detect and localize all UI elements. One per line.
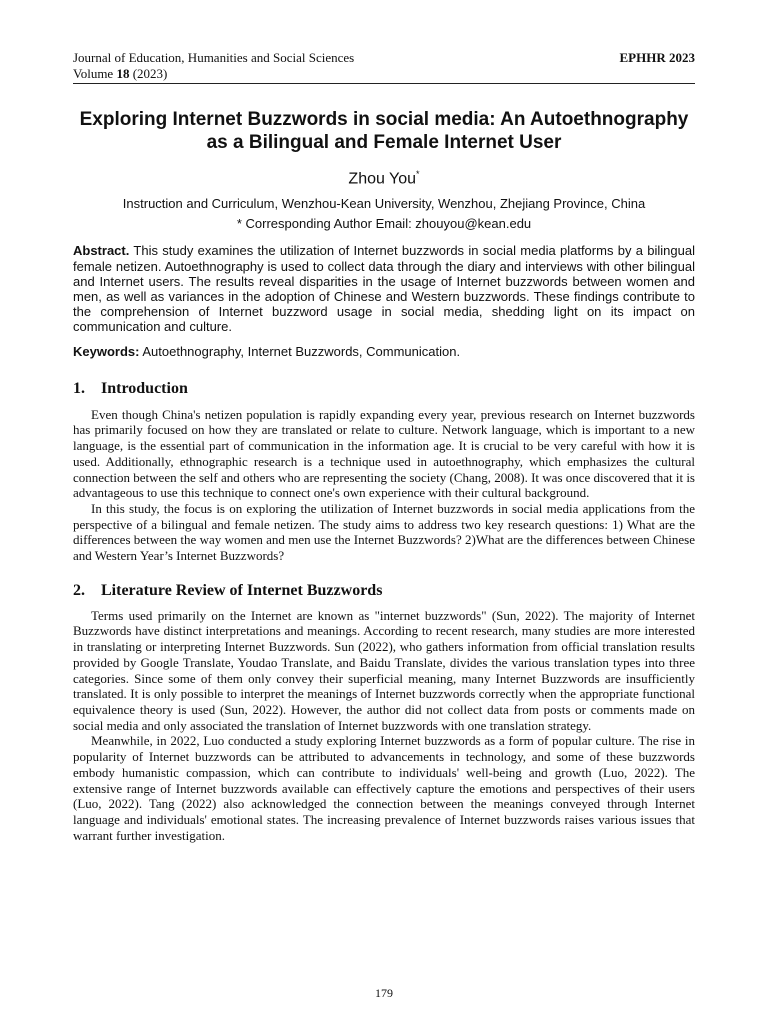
section-number: 1. (73, 379, 85, 397)
header-rule (73, 83, 695, 84)
section-heading-literature-review (73, 581, 695, 601)
introduction-body (73, 407, 695, 564)
section-title: Literature Review of Internet Buzzwords (101, 581, 383, 599)
paragraph: Terms used primarily on the Internet are known as "internet buzzwords" (Sun, 2022). The majority of Internet Buzzwords have distinct interpretations and meanings. According to recent research, many studies are more interested in translating or interpreting Internet Buzzwords. Sun (2022), who gathers information from official translation results provided by Google Translate, Youdao Translate, and Baidu Translate, divides the various translation types into three categories. Since some of them only convey their superficial meaning, many Internet Buzzwords are insufficiently translated. It is only possible to interpret the meanings of Internet buzzwords correctly when the appropriate functional equivalence theory is used (Sun, 2022). However, the author did not collect data from posts or comments made on social media and only associated the translation of Internet buzzwords with one translation strategy. (73, 607, 695, 733)
section-heading-introduction (73, 379, 695, 399)
section-title: Introduction (101, 379, 188, 397)
paper-page (73, 50, 695, 843)
paragraph: Meanwhile, in 2022, Luo conducted a study exploring Internet buzzwords as a form of popular culture. The rise in popularity of Internet buzzwords can be attributed to advancements in technology, and some of these buzzwords embody humanistic compassion, which can contribute to individuals' well-being and growth (Luo, 2022). The extensive range of Internet buzzwords available can effectively capture the emotions and perspectives of their users (Luo, 2022). Tang (2022) also acknowledged the connection between the meanings conveyed through Internet language and individuals' emotional states. The increasing prevalence of Internet buzzwords raises various issues that warrant further investigation. (73, 733, 695, 843)
corresponding-mark: * (416, 169, 420, 179)
volume-number: 18 (116, 66, 130, 81)
section-number: 2. (73, 581, 85, 599)
paper-title: Exploring Internet Buzzwords in social media: An Autoethnography as a Bilingual and Female Internet User (79, 109, 689, 153)
corresponding-author: * Corresponding Author Email: zhouyou@kean.edu (236, 216, 532, 232)
author-name: Zhou You (348, 170, 417, 188)
paragraph: In this study, the focus is on exploring the utilization of Internet buzzwords in social media applications from the perspective of a bilingual and female netizen. The study aims to address two key research questions: 1) What are the differences between the way women and men use the Internet Buzzwords? 2)What are the differences between Chinese and Western Year’s Internet Buzzwords? (73, 500, 695, 564)
abstract-label: Abstract. (73, 243, 130, 259)
paragraph: Even though China's netizen population is rapidly expanding every year, previous research on Internet buzzwords has primarily focused on how they are translated or relate to culture. Network language, which is important to a new language, is the essential part of communication in the information age. It is crucial to be very careful with how it is used. Additionally, ethnographic research is a technique used in autoethnography, which emphasizes the cultural connection between the self and others who are representing the society (Chang, 2008). It was once discovered that it is advantageous to use this technique to connect one's own experience with their cultural background. (73, 406, 695, 501)
page-number: 179 (375, 986, 393, 1000)
affiliation: Instruction and Curriculum, Wenzhou-Kean University, Wenzhou, Zhejiang Province, China (122, 196, 646, 212)
volume-year: (2023) (129, 66, 168, 81)
volume-line (73, 66, 695, 82)
keywords-label: Keywords: (73, 343, 140, 359)
abstract-text: This study examines the utilization of Internet buzzwords in social media platforms by a bilingual female netizen. Autoethnography is used to collect data through the diary and interviews with other bilingual and Internet users. The results reveal disparities in the usage of Internet buzzwords between women and men, as well as variances in the adoption of Chinese and Western buzzwords. These findings contribute to the comprehension of Internet buzzword usage in social media, shedding light on its impact on communication and culture. (73, 243, 695, 335)
keywords-text: Autoethnography, Internet Buzzwords, Communication. (139, 343, 461, 359)
author-line (73, 164, 695, 189)
volume-prefix: Volume (73, 66, 117, 81)
journal-code: EPHHR 2023 (619, 50, 695, 65)
abstract (73, 243, 695, 334)
journal-name: Journal of Education, Humanities and Social Sciences (73, 50, 355, 65)
literature-review-body (73, 608, 695, 844)
running-header (73, 50, 695, 66)
keywords (73, 344, 695, 359)
